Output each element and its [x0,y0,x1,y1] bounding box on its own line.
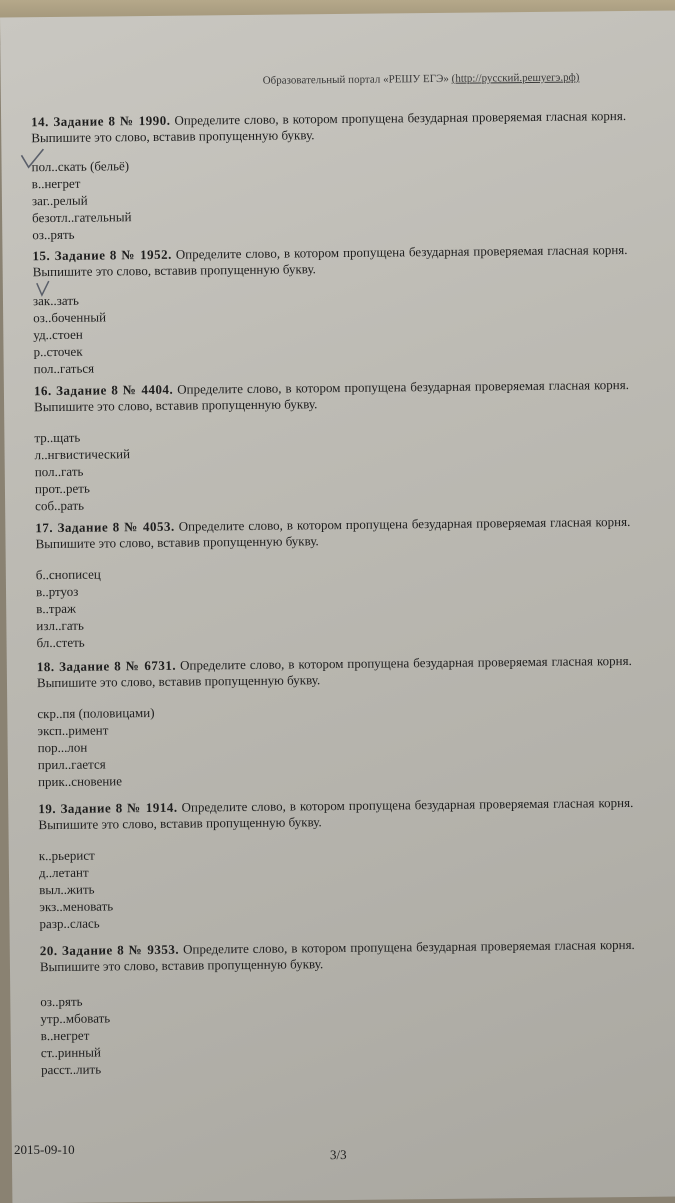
task-title: 19. Задание 8 № 1914. [38,799,178,817]
list-item: прик..сновение [37,773,123,790]
options-list [34,423,630,514]
task-title: 20. Задание 8 № 9353. [39,941,180,959]
list-item: б..снописец [35,566,101,583]
task-text: Определите слово, в котором пропущена безударная проверяемая гласная корня. Выпишите это слово, вставив пропущенную букву. [39,936,635,975]
options-list [39,841,635,932]
task-19 [38,795,634,932]
list-item: экз..меновать [39,898,114,915]
page-header [263,71,623,87]
list-item: пол..скать (бельё) [31,158,130,175]
task-16 [34,377,630,514]
task-title: 17. Задание 8 № 4053. [35,518,175,536]
list-item: д..летант [38,864,89,881]
task-heading [38,795,633,833]
task-heading [40,937,635,975]
list-item: пол..гаться [33,360,95,377]
list-item: зак..зать [32,292,79,309]
task-text: Определите слово, в котором пропущена безударная проверяемая гласная корня. Выпишите это слово, вставив пропущенную букву. [36,652,632,691]
list-item: оз..рять [40,993,83,1010]
list-item: оз..боченный [33,309,107,326]
options-list [40,987,636,1078]
list-item: изл..гать [36,617,84,634]
list-item: л..нгвистический [34,446,131,463]
options-list [36,560,632,651]
list-item: утр..мбовать [40,1010,111,1027]
task-heading [31,108,626,146]
task-title: 18. Задание 8 № 6731. [36,657,177,675]
list-item: ст..ринный [40,1044,101,1061]
task-text: Определите слово, в котором пропущена безударная проверяемая гласная корня. Выпишите это слово, вставив пропущенную букву. [35,513,631,552]
task-heading [32,242,627,280]
list-item: бл..стеть [36,634,85,651]
list-item: тр..щать [34,429,81,446]
task-heading [34,377,629,415]
task-heading [37,653,632,691]
list-item: в..негрет [31,175,81,192]
list-item: расст..лить [40,1061,102,1078]
list-item: заг..релый [31,192,88,209]
pencil-checkmark-icon [35,279,51,299]
task-title: 14. Задание 8 № 1990. [31,112,171,130]
page-number: 3/3 [329,1146,347,1163]
pencil-checkmark-icon [19,147,45,171]
task-title: 16. Задание 8 № 4404. [33,381,174,399]
paper-sheet [0,10,675,1203]
list-item: в..траж [36,600,77,617]
list-item: разр..слась [39,915,100,932]
task-15 [32,242,628,377]
header-link[interactable]: (http://русский.решуегэ.рф) [451,71,580,85]
task-18 [37,653,633,790]
list-item: уд..стоен [33,326,83,343]
task-heading [35,514,630,552]
task-14 [31,108,627,243]
task-20 [40,937,636,1078]
list-item: оз..рять [32,226,75,243]
list-item: прил..гается [37,756,106,773]
header-portal-name: Образовательный портал «РЕШУ ЕГЭ» [262,72,452,87]
task-text: Определите слово, в котором пропущена безударная проверяемая гласная корня. Выпишите это слово, вставив пропущенную букву. [38,794,634,833]
print-date: 2015-09-10 [14,1142,75,1157]
list-item: в..негрет [40,1027,90,1044]
list-item: скр..пя (половицами) [37,704,155,722]
options-list [33,286,629,377]
list-item: безотл..гательный [32,209,132,226]
list-item: соб..рать [35,497,85,514]
list-item: выл..жить [39,881,95,898]
task-text: Определите слово, в котором пропущена безударная проверяемая гласная корня. Выпишите это слово, вставив пропущенную букву. [32,241,628,280]
list-item: в..ртуоз [35,583,79,600]
options-list [31,152,627,243]
list-item: прот..реть [34,480,90,497]
task-text: Определите слово, в котором пропущена безударная проверяемая гласная корня. Выпишите это слово, вставив пропущенную букву. [31,107,627,146]
task-17 [35,514,631,651]
task-title: 15. Задание 8 № 1952. [32,246,172,264]
options-list [37,699,633,790]
list-item: р..сточек [33,343,83,360]
list-item: к..рьерист [38,847,95,864]
list-item: пор...лон [37,739,88,756]
list-item: эксп..римент [37,722,109,739]
list-item: пол..гать [34,463,84,480]
task-text: Определите слово, в котором пропущена безударная проверяемая гласная корня. Выпишите это слово, вставив пропущенную букву. [34,376,629,415]
